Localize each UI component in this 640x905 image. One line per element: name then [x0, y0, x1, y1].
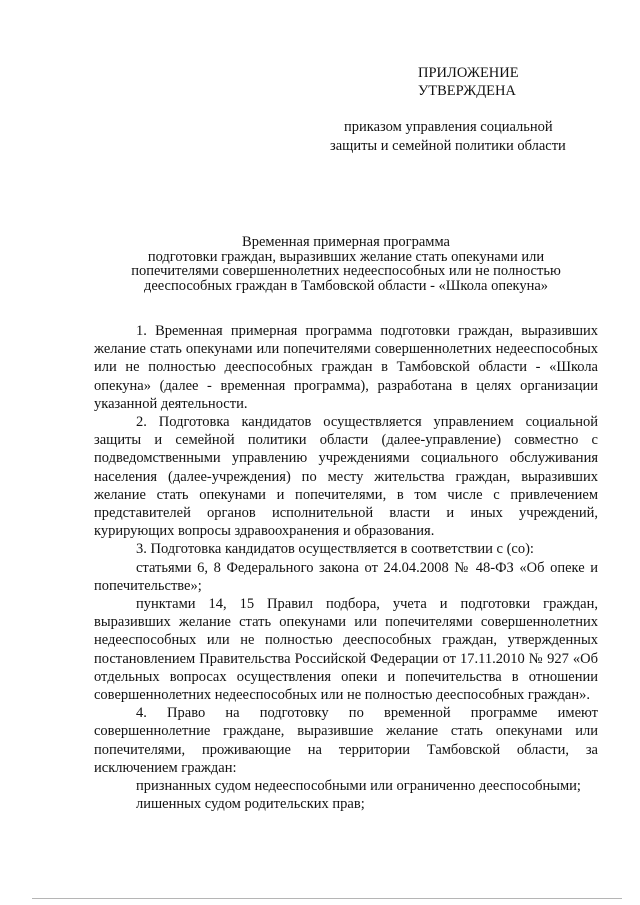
paragraph-4: 4. Право на подготовку по временной программе имеют совершеннолетние граждане, выразившие желание стать опекунами или попечителями, проживающие на территории Тамбовской области, за исключением граждан:: [94, 705, 598, 776]
paragraph-2: 2. Подготовка кандидатов осуществляется управлением социальной защиты и семейной политики области (далее-управление) совместно с подведомственными управлению учреждениями социального обслуживания населения (далее-учреждения) по месту жительства граждан, выразивших желание стать опекунами и попечителями, в том числе с привлечением представителей органов исполнительной власти и иных учреждений, курирующих вопросы здравоохранения и образования.: [94, 414, 598, 540]
title-line: Временная примерная программа: [242, 234, 450, 250]
document-body: [94, 322, 598, 813]
page-bottom-edge: [32, 898, 622, 899]
title-line: попечителями совершеннолетних недееспособных или не полностью: [131, 263, 561, 279]
paragraph-4-item-2: лишенных судом родительских прав;: [136, 796, 365, 813]
paragraph-4-item-1: признанных судом недееспособными или ограниченно дееспособными;: [136, 778, 581, 795]
approval-order-line: защиты и семейной политики области: [330, 138, 566, 154]
paragraph-1: 1. Временная примерная программа подготовки граждан, выразивших желание стать опекунами или попечителями совершеннолетних недееспособных или не полностью дееспособных граждан в Тамбовской области - «Школа опекуна» (далее - временная программа), разработана в целях организации указанной деятельности.: [94, 323, 598, 412]
appendix-heading: ПРИЛОЖЕНИЕ: [418, 65, 519, 81]
approval-block: [330, 64, 620, 156]
paragraph-3-item-1: статьями 6, 8 Федерального закона от 24.04.2008 № 48-ФЗ «Об опеке и попечительстве»;: [94, 559, 598, 594]
title-line: подготовки граждан, выразивших желание стать опекунами или: [147, 248, 545, 265]
approval-order-line: приказом управления социальной: [344, 119, 553, 135]
paragraph-3-item-2: пунктами 14, 15 Правил подбора, учета и подготовки граждан, выразивших желание стать опекунами или попечителями совершеннолетних недееспособных или не полностью дееспособных граждан, утвержденных постановлением Правительства Российской Федерации от 17.11.2010 № 927 «Об отдельных вопросах осуществления опеки и попечительства в отношении совершеннолетних недееспособных или не полностью дееспособных граждан».: [94, 596, 598, 704]
title-line: дееспособных граждан в Тамбовской области - «Школа опекуна»: [143, 277, 549, 294]
paragraph-3: 3. Подготовка кандидатов осуществляется в соответствии с (со):: [136, 541, 534, 558]
approved-heading: УТВЕРЖДЕНА: [418, 83, 516, 99]
document-title: [96, 235, 596, 293]
approval-order: [330, 118, 620, 156]
